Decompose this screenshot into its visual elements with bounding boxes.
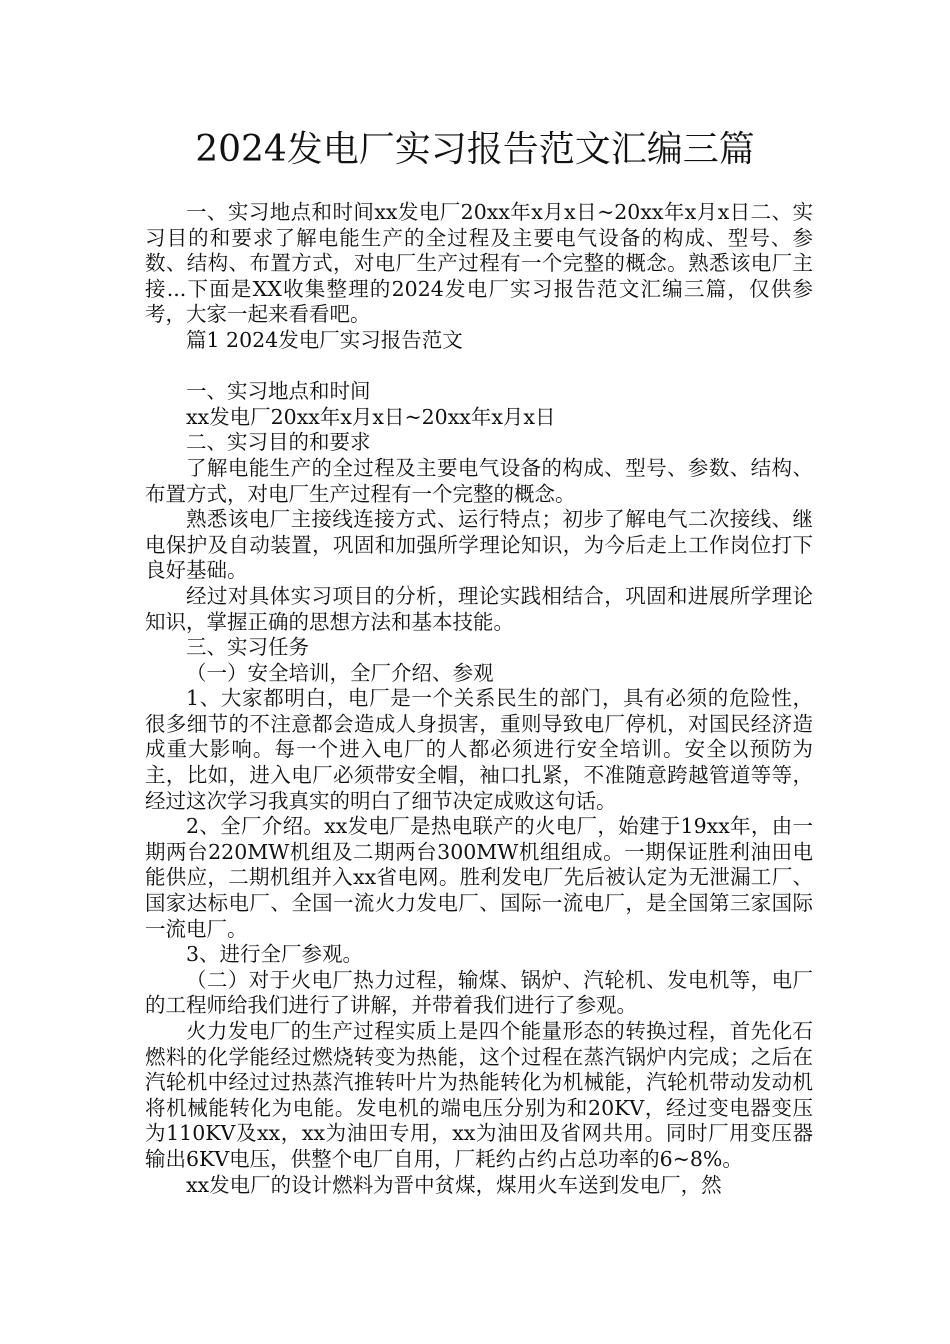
- document-title: 2024发电厂实习报告范文汇编三篇: [195, 129, 755, 170]
- paragraph-purpose-1: 了解电能生产的全过程及主要电气设备的构成、型号、参数、结构、布置方式，对电厂生产过程有一个完整的概念。: [145, 455, 813, 506]
- paragraph-plant-intro: 2、全厂介绍。xx发电厂是热电联产的火电厂，始建于19xx年，由一期两台220MW机组及二期两台300MW机组组成。一期保证胜利油田电能供应，二期机组并入xx省电网。胜利发电厂先后被认定为无泄漏工厂、国家达标电厂、全国一流火力发电厂、国际一流电厂，是全国第三家国际一流电厂。: [145, 814, 813, 941]
- heading-purpose: 二、实习目的和要求: [186, 430, 371, 455]
- blank-line: [145, 354, 813, 380]
- subheading-safety: （一）安全培训，全厂介绍、参观: [186, 660, 494, 685]
- paragraph-fuel: xx发电厂的设计燃料为晋中贫煤，煤用火车送到发电厂，然: [186, 1172, 722, 1197]
- paragraph-purpose-3: 经过对具体实习项目的分析，理论实践相结合，巩固和进展所学理论知识，掌握正确的思想方法和基本技能。: [145, 583, 813, 634]
- heading-tasks: 三、实习任务: [186, 635, 309, 660]
- paragraph-purpose-2: 熟悉该电厂主接线连接方式、运行特点；初步了解电气二次接线、继电保护及自动装置，巩固和加强所学理论知识，为今后走上工作岗位打下良好基础。: [145, 507, 813, 583]
- paragraph-location-time: xx发电厂20xx年x月x日~20xx年x月x日: [186, 404, 556, 429]
- paragraph-safety: 1、大家都明白，电厂是一个关系民生的部门，具有必须的危险性，很多细节的不注意都会造成人身损害，重则导致电厂停机，对国民经济造成重大影响。每一个进入电厂的人都必须进行安全培训。安全以预防为主，比如，进入电厂必须带安全帽，袖口扎紧，不准随意跨越管道等等，经过这次学习我真实的明白了细节决定成败这句话。: [145, 686, 813, 813]
- document-body: [145, 200, 813, 1198]
- paragraph-plant-visit: 3、进行全厂参观。: [186, 942, 364, 967]
- intro-paragraph: 一、实习地点和时间xx发电厂20xx年x月x日~20xx年x月x日二、实习目的和要求了解电能生产的全过程及主要电气设备的构成、型号、参数、结构、布置方式，对电厂生产过程有一个完整的概念。熟悉该电厂主接...下面是XX收集整理的2024发电厂实习报告范文汇编三篇，仅供参考，大家一起来看看吧。: [145, 200, 813, 327]
- subheading-thermal-process: （二）对于火电厂热力过程，输煤、锅炉、汽轮机、发电机等，电厂的工程师给我们进行了讲解，并带着我们进行了参观。: [145, 967, 813, 1018]
- section-heading-part1: 篇1 2024发电厂实习报告范文: [186, 327, 463, 352]
- heading-location-time: 一、实习地点和时间: [186, 379, 371, 404]
- paragraph-energy-conversion: 火力发电厂的生产过程实质上是四个能量形态的转换过程，首先化石燃料的化学能经过燃烧转变为热能，这个过程在蒸汽锅炉内完成；之后在汽轮机中经过过热蒸汽推转叶片为热能转化为机械能，汽轮机带动发动机将机械能转化为电能。发电机的端电压分别为和20KV，经过变电器变压为110KV及xx，xx为油田专用，xx为油田及省网共用。同时厂用变压器输出6KV电压，供整个电厂自用，厂耗约占约占总功率的6~8%。: [145, 1019, 813, 1171]
